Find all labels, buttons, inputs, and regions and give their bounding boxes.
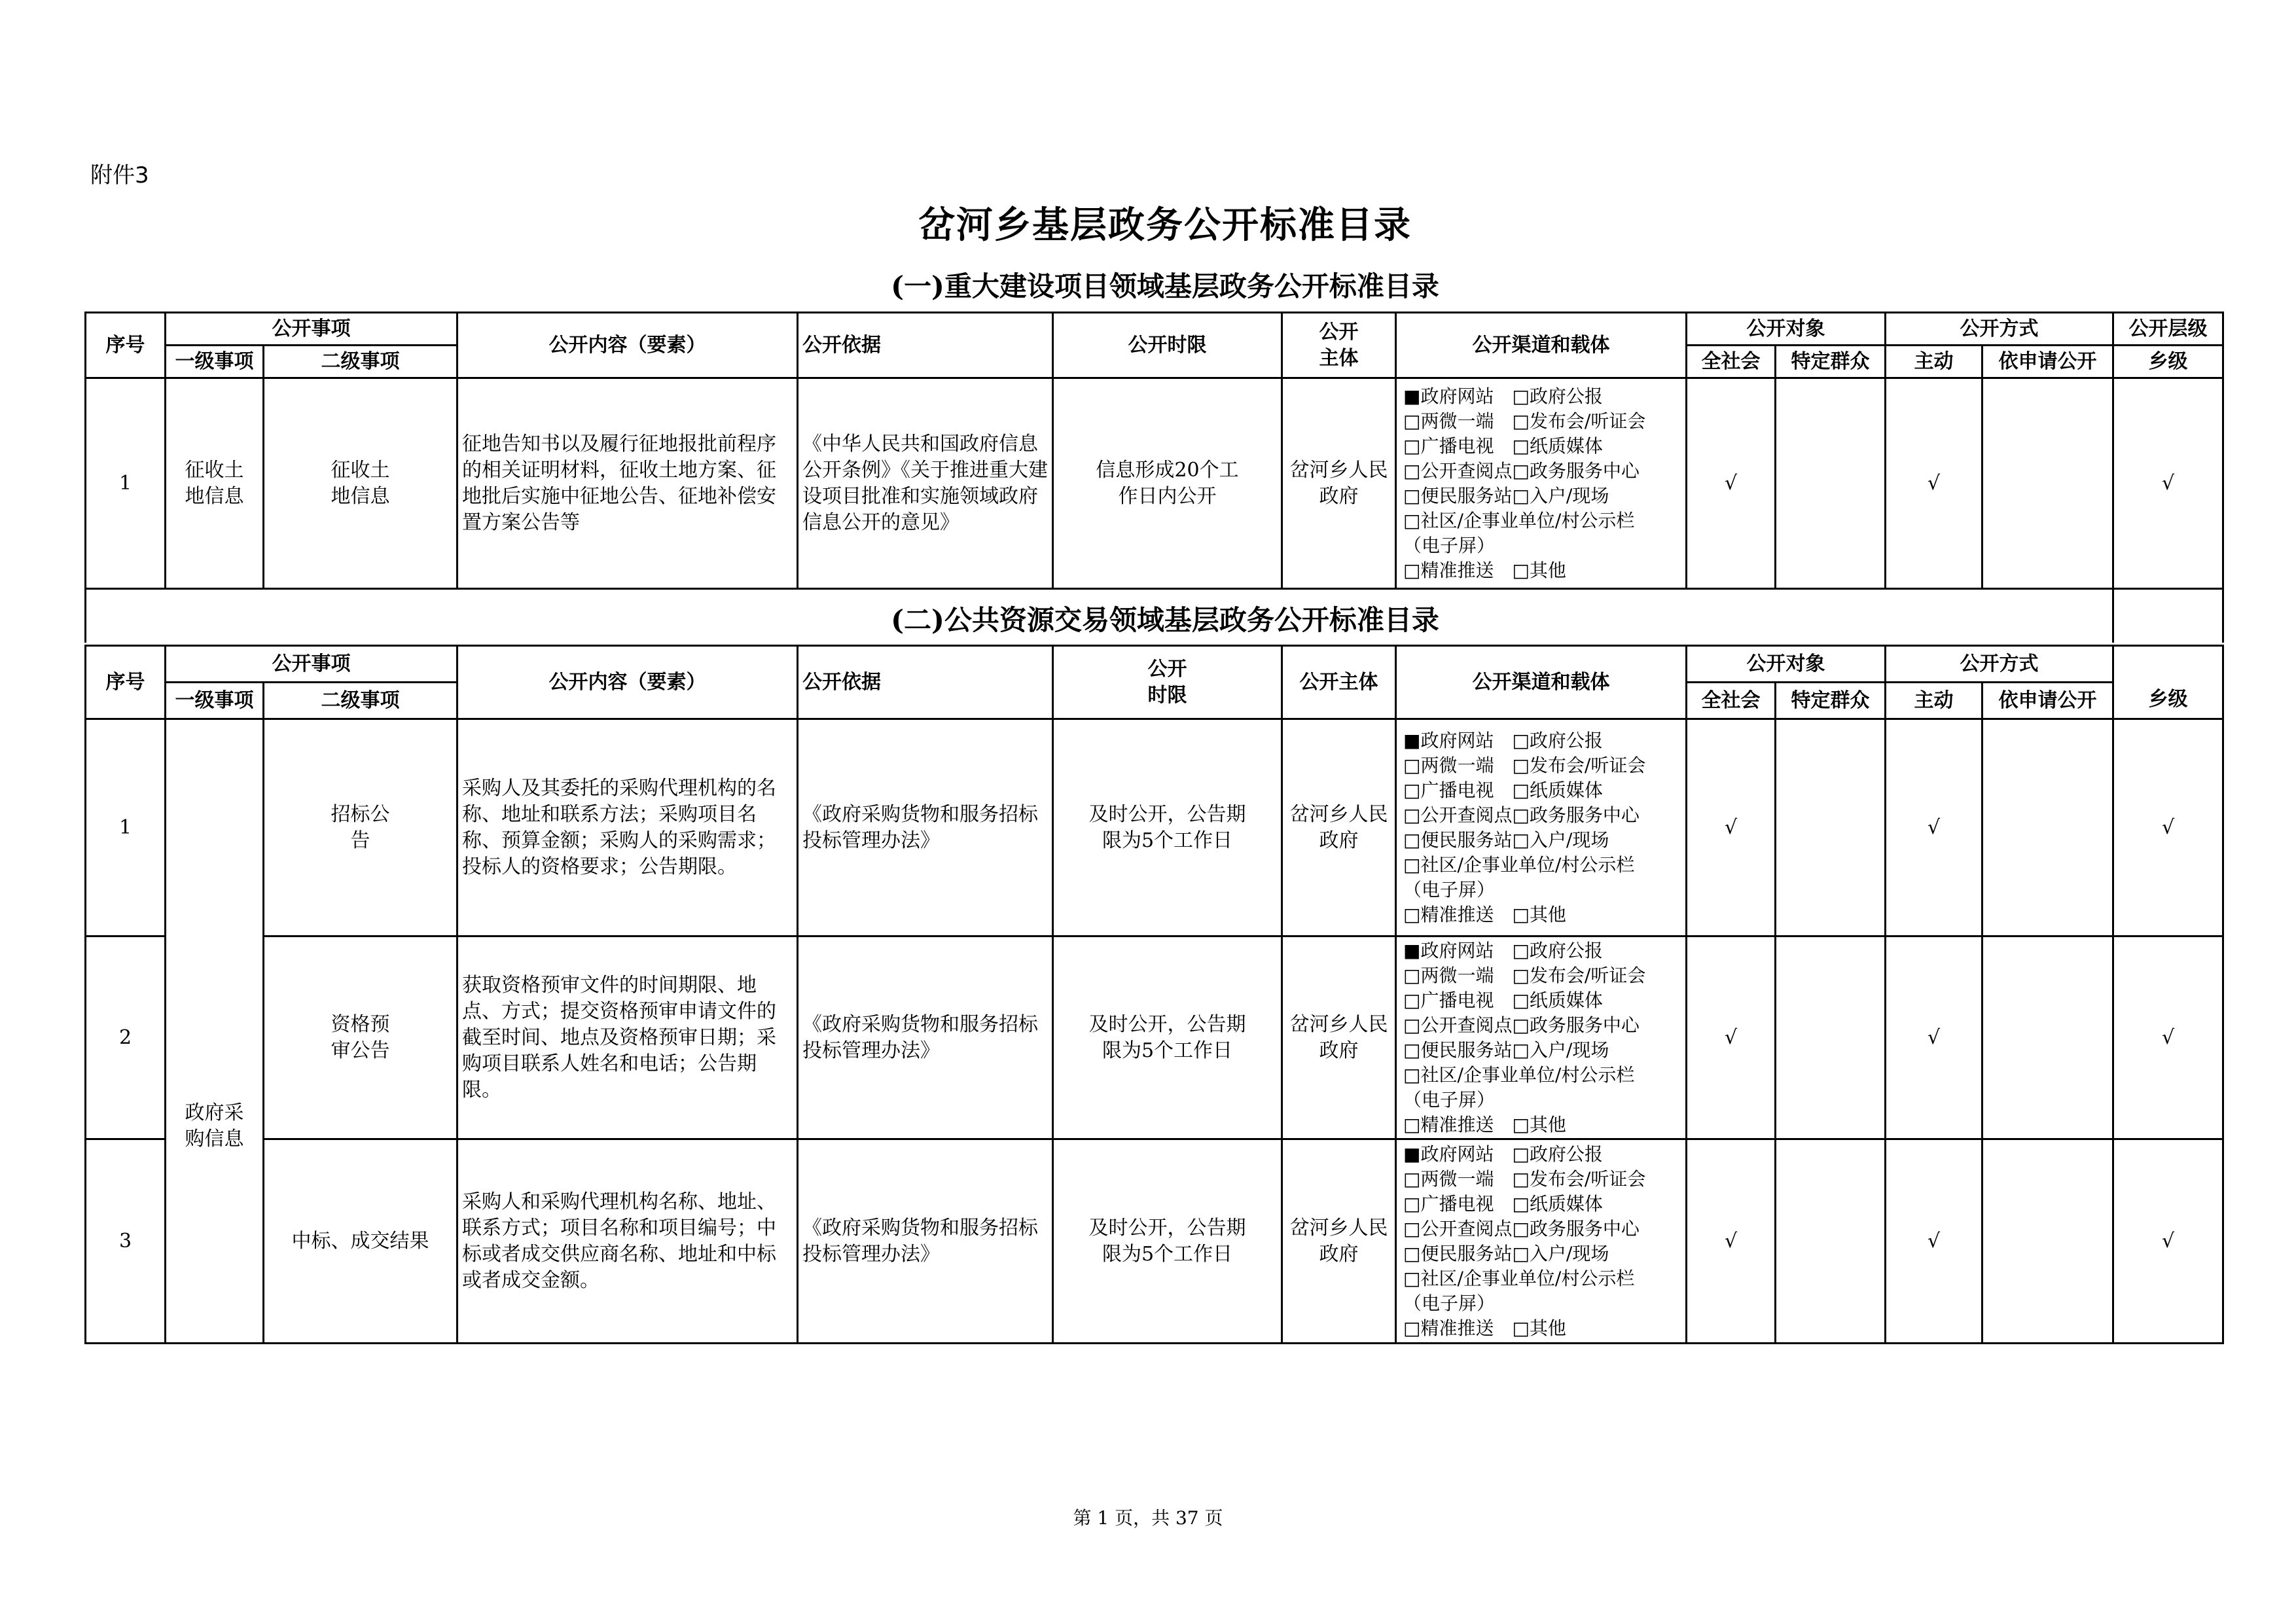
channel-line: □便民服务站□入户/现场 (1403, 1039, 1609, 1061)
channel-line: □便民服务站□入户/现场 (1403, 829, 1609, 851)
channel-line: □广播电视 □纸质媒体 (1403, 1192, 1603, 1215)
channel-line: □两微一端 □发布会/听证会 (1403, 754, 1646, 776)
channel-line: □广播电视 □纸质媒体 (1403, 779, 1603, 801)
check-on-request (1982, 719, 2113, 936)
check-specific (1776, 936, 1886, 1139)
channel-line: □精准推送 □其他 (1403, 1317, 1566, 1339)
check-township: √ (2113, 719, 2223, 936)
table-row (86, 719, 2223, 936)
header-channel: 公开渠道和载体 (1396, 313, 1687, 378)
header-level2: 二级事项 (264, 346, 457, 378)
cell-subject: 岔河乡人民 政府 (1282, 1139, 1396, 1344)
cell-level2: 招标公 告 (264, 719, 457, 936)
page-footer: 第 1 页，共 37 页 (1073, 1507, 1223, 1529)
header-item-group: 公开事项 (166, 646, 457, 683)
cell-level1: 征收土 地信息 (166, 378, 264, 589)
cell-content: 采购人及其委托的采购代理机构的名称、地址和联系方法；采购项目名称、预算金额；采购人的采购需求；投标人的资格要求；公告期限。 (457, 719, 798, 936)
table-row (86, 1139, 2223, 1344)
check-specific (1776, 719, 1886, 936)
cell-content: 采购人和采购代理机构名称、地址、联系方式；项目名称和项目编号；中标或者成交供应商名称、地址和中标或者成交金额。 (457, 1139, 798, 1344)
check-active: √ (1886, 719, 1982, 936)
check-all-society: √ (1687, 378, 1776, 589)
cell-content: 征地告知书以及履行征地报批前程序的相关证明材料，征收土地方案、征地批后实施中征地公告、征地补偿安置方案公告等 (457, 378, 798, 589)
channel-list (1397, 938, 1685, 1137)
header-time: 公开时限 (1053, 313, 1282, 378)
header-seq: 序号 (86, 646, 166, 719)
section-1-table (84, 312, 2224, 643)
cell-time: 及时公开，公告期 限为5个工作日 (1053, 1139, 1282, 1344)
check-on-request (1982, 936, 2113, 1139)
cell-seq: 1 (86, 378, 166, 589)
channel-line: （电子屏） (1403, 878, 1496, 901)
cell-level2: 中标、成交结果 (264, 1139, 457, 1344)
channel-line: □公开查阅点□政务服务中心 (1403, 804, 1640, 826)
cell-seq: 3 (86, 1139, 166, 1344)
channel-line: □两微一端 □发布会/听证会 (1403, 964, 1646, 986)
channel-line: □社区/企事业单位/村公示栏 (1403, 509, 1635, 531)
header-item-group: 公开事项 (166, 313, 457, 346)
cell-basis: 《政府采购货物和服务招标投标管理办法》 (798, 1139, 1053, 1344)
header-level2: 二级事项 (264, 683, 457, 719)
channel-line: □两微一端 □发布会/听证会 (1403, 1168, 1646, 1190)
channel-line: □社区/企事业单位/村公示栏 (1403, 853, 1635, 876)
channel-line: □便民服务站□入户/现场 (1403, 484, 1609, 507)
channel-line: □广播电视 □纸质媒体 (1403, 989, 1603, 1011)
channel-line: ■政府网站 □政府公报 (1403, 729, 1603, 751)
header-time: 公开 时限 (1053, 646, 1282, 719)
header-level1: 一级事项 (166, 346, 264, 378)
cell-basis: 《政府采购货物和服务招标投标管理办法》 (798, 719, 1053, 936)
channel-line: □精准推送 □其他 (1403, 1113, 1566, 1135)
attachment-label: 附件3 (90, 162, 149, 188)
cell-level2: 资格预 审公告 (264, 936, 457, 1139)
header-on-request: 依申请公开 (1982, 683, 2113, 719)
header-all-society: 全社会 (1687, 346, 1776, 378)
cell-channel (1396, 1139, 1687, 1344)
header-content: 公开内容（要素） (457, 313, 798, 378)
cell-level1: 政府采 购信息 (166, 719, 264, 1344)
header-target-group: 公开对象 (1687, 646, 1886, 683)
header-content: 公开内容（要素） (457, 646, 798, 719)
cell-channel (1396, 936, 1687, 1139)
check-all-society: √ (1687, 1139, 1776, 1344)
channel-list (1397, 1142, 1685, 1341)
check-active: √ (1886, 1139, 1982, 1344)
channel-list (1397, 384, 1685, 583)
section-1-title: (一)重大建设项目领域基层政务公开标准目录 (891, 270, 1439, 302)
check-active: √ (1886, 378, 1982, 589)
header-on-request: 依申请公开 (1982, 346, 2113, 378)
channel-line: □公开查阅点□政务服务中心 (1403, 1014, 1640, 1036)
channel-line: □公开查阅点□政务服务中心 (1403, 459, 1640, 482)
channel-line: □便民服务站□入户/现场 (1403, 1242, 1609, 1264)
cell-time: 及时公开，公告期 限为5个工作日 (1053, 936, 1282, 1139)
header-subject: 公开 主体 (1282, 313, 1396, 378)
cell-subject: 岔河乡人民 政府 (1282, 378, 1396, 589)
channel-line: □社区/企事业单位/村公示栏 (1403, 1063, 1635, 1086)
channel-list (1397, 728, 1685, 927)
check-specific (1776, 378, 1886, 589)
page-title: 岔河乡基层政务公开标准目录 (918, 204, 1412, 247)
cell-content: 获取资格预审文件的时间期限、地点、方式；提交资格预审申请文件的截至时间、地点及资格预审日期；采购项目联系人姓名和电话；公告期限。 (457, 936, 798, 1139)
cell-seq: 1 (86, 719, 166, 936)
header-channel: 公开渠道和载体 (1396, 646, 1687, 719)
channel-line: （电子屏） (1403, 1088, 1496, 1111)
check-active: √ (1886, 936, 1982, 1139)
header-active: 主动 (1886, 346, 1982, 378)
cell-subject: 岔河乡人民 政府 (1282, 719, 1396, 936)
header-township: 乡级 (2113, 646, 2223, 719)
cell-channel (1396, 719, 1687, 936)
channel-line: □两微一端 □发布会/听证会 (1403, 410, 1646, 432)
cell-basis: 《政府采购货物和服务招标投标管理办法》 (798, 936, 1053, 1139)
cell-subject: 岔河乡人民 政府 (1282, 936, 1396, 1139)
header-seq: 序号 (86, 313, 166, 378)
check-all-society: √ (1687, 936, 1776, 1139)
section-2-table (84, 645, 2224, 1344)
header-method-group: 公开方式 (1886, 313, 2113, 346)
check-township: √ (2113, 936, 2223, 1139)
header-township: 乡级 (2113, 346, 2223, 378)
header-target-group: 公开对象 (1687, 313, 1886, 346)
header-basis: 公开依据 (798, 646, 1053, 719)
check-on-request (1982, 1139, 2113, 1344)
channel-line: □公开查阅点□政务服务中心 (1403, 1217, 1640, 1240)
cell-channel (1396, 378, 1687, 589)
channel-line: （电子屏） (1403, 1292, 1496, 1314)
check-on-request (1982, 378, 2113, 589)
section-2-title: (二)公共资源交易领域基层政务公开标准目录 (891, 604, 1439, 636)
header-specific: 特定群众 (1776, 346, 1886, 378)
channel-line: ■政府网站 □政府公报 (1403, 939, 1603, 961)
header-active: 主动 (1886, 683, 1982, 719)
check-township: √ (2113, 1139, 2223, 1344)
channel-line: □社区/企事业单位/村公示栏 (1403, 1267, 1635, 1289)
channel-line: □广播电视 □纸质媒体 (1403, 435, 1603, 457)
cell-level2: 征收土 地信息 (264, 378, 457, 589)
header-level-group: 公开层级 (2113, 313, 2223, 346)
header-basis: 公开依据 (798, 313, 1053, 378)
cell-basis: 《中华人民共和国政府信息公开条例》《关于推进重大建设项目批准和实施领域政府信息公开的意见》 (798, 378, 1053, 589)
check-township: √ (2113, 378, 2223, 589)
section-2-title-side (2113, 589, 2223, 643)
table-row (86, 378, 2223, 589)
table-row (86, 936, 2223, 1139)
header-specific: 特定群众 (1776, 683, 1886, 719)
channel-line: ■政府网站 □政府公报 (1403, 385, 1603, 407)
cell-time: 信息形成20个工 作日内公开 (1053, 378, 1282, 589)
check-specific (1776, 1139, 1886, 1344)
check-all-society: √ (1687, 719, 1776, 936)
header-subject: 公开主体 (1282, 646, 1396, 719)
header-level1: 一级事项 (166, 683, 264, 719)
channel-line: （电子屏） (1403, 534, 1496, 556)
header-all-society: 全社会 (1687, 683, 1776, 719)
channel-line: □精准推送 □其他 (1403, 903, 1566, 925)
cell-seq: 2 (86, 936, 166, 1139)
channel-line: □精准推送 □其他 (1403, 559, 1566, 581)
header-method-group: 公开方式 (1886, 646, 2113, 683)
cell-time: 及时公开，公告期 限为5个工作日 (1053, 719, 1282, 936)
channel-line: ■政府网站 □政府公报 (1403, 1143, 1603, 1165)
